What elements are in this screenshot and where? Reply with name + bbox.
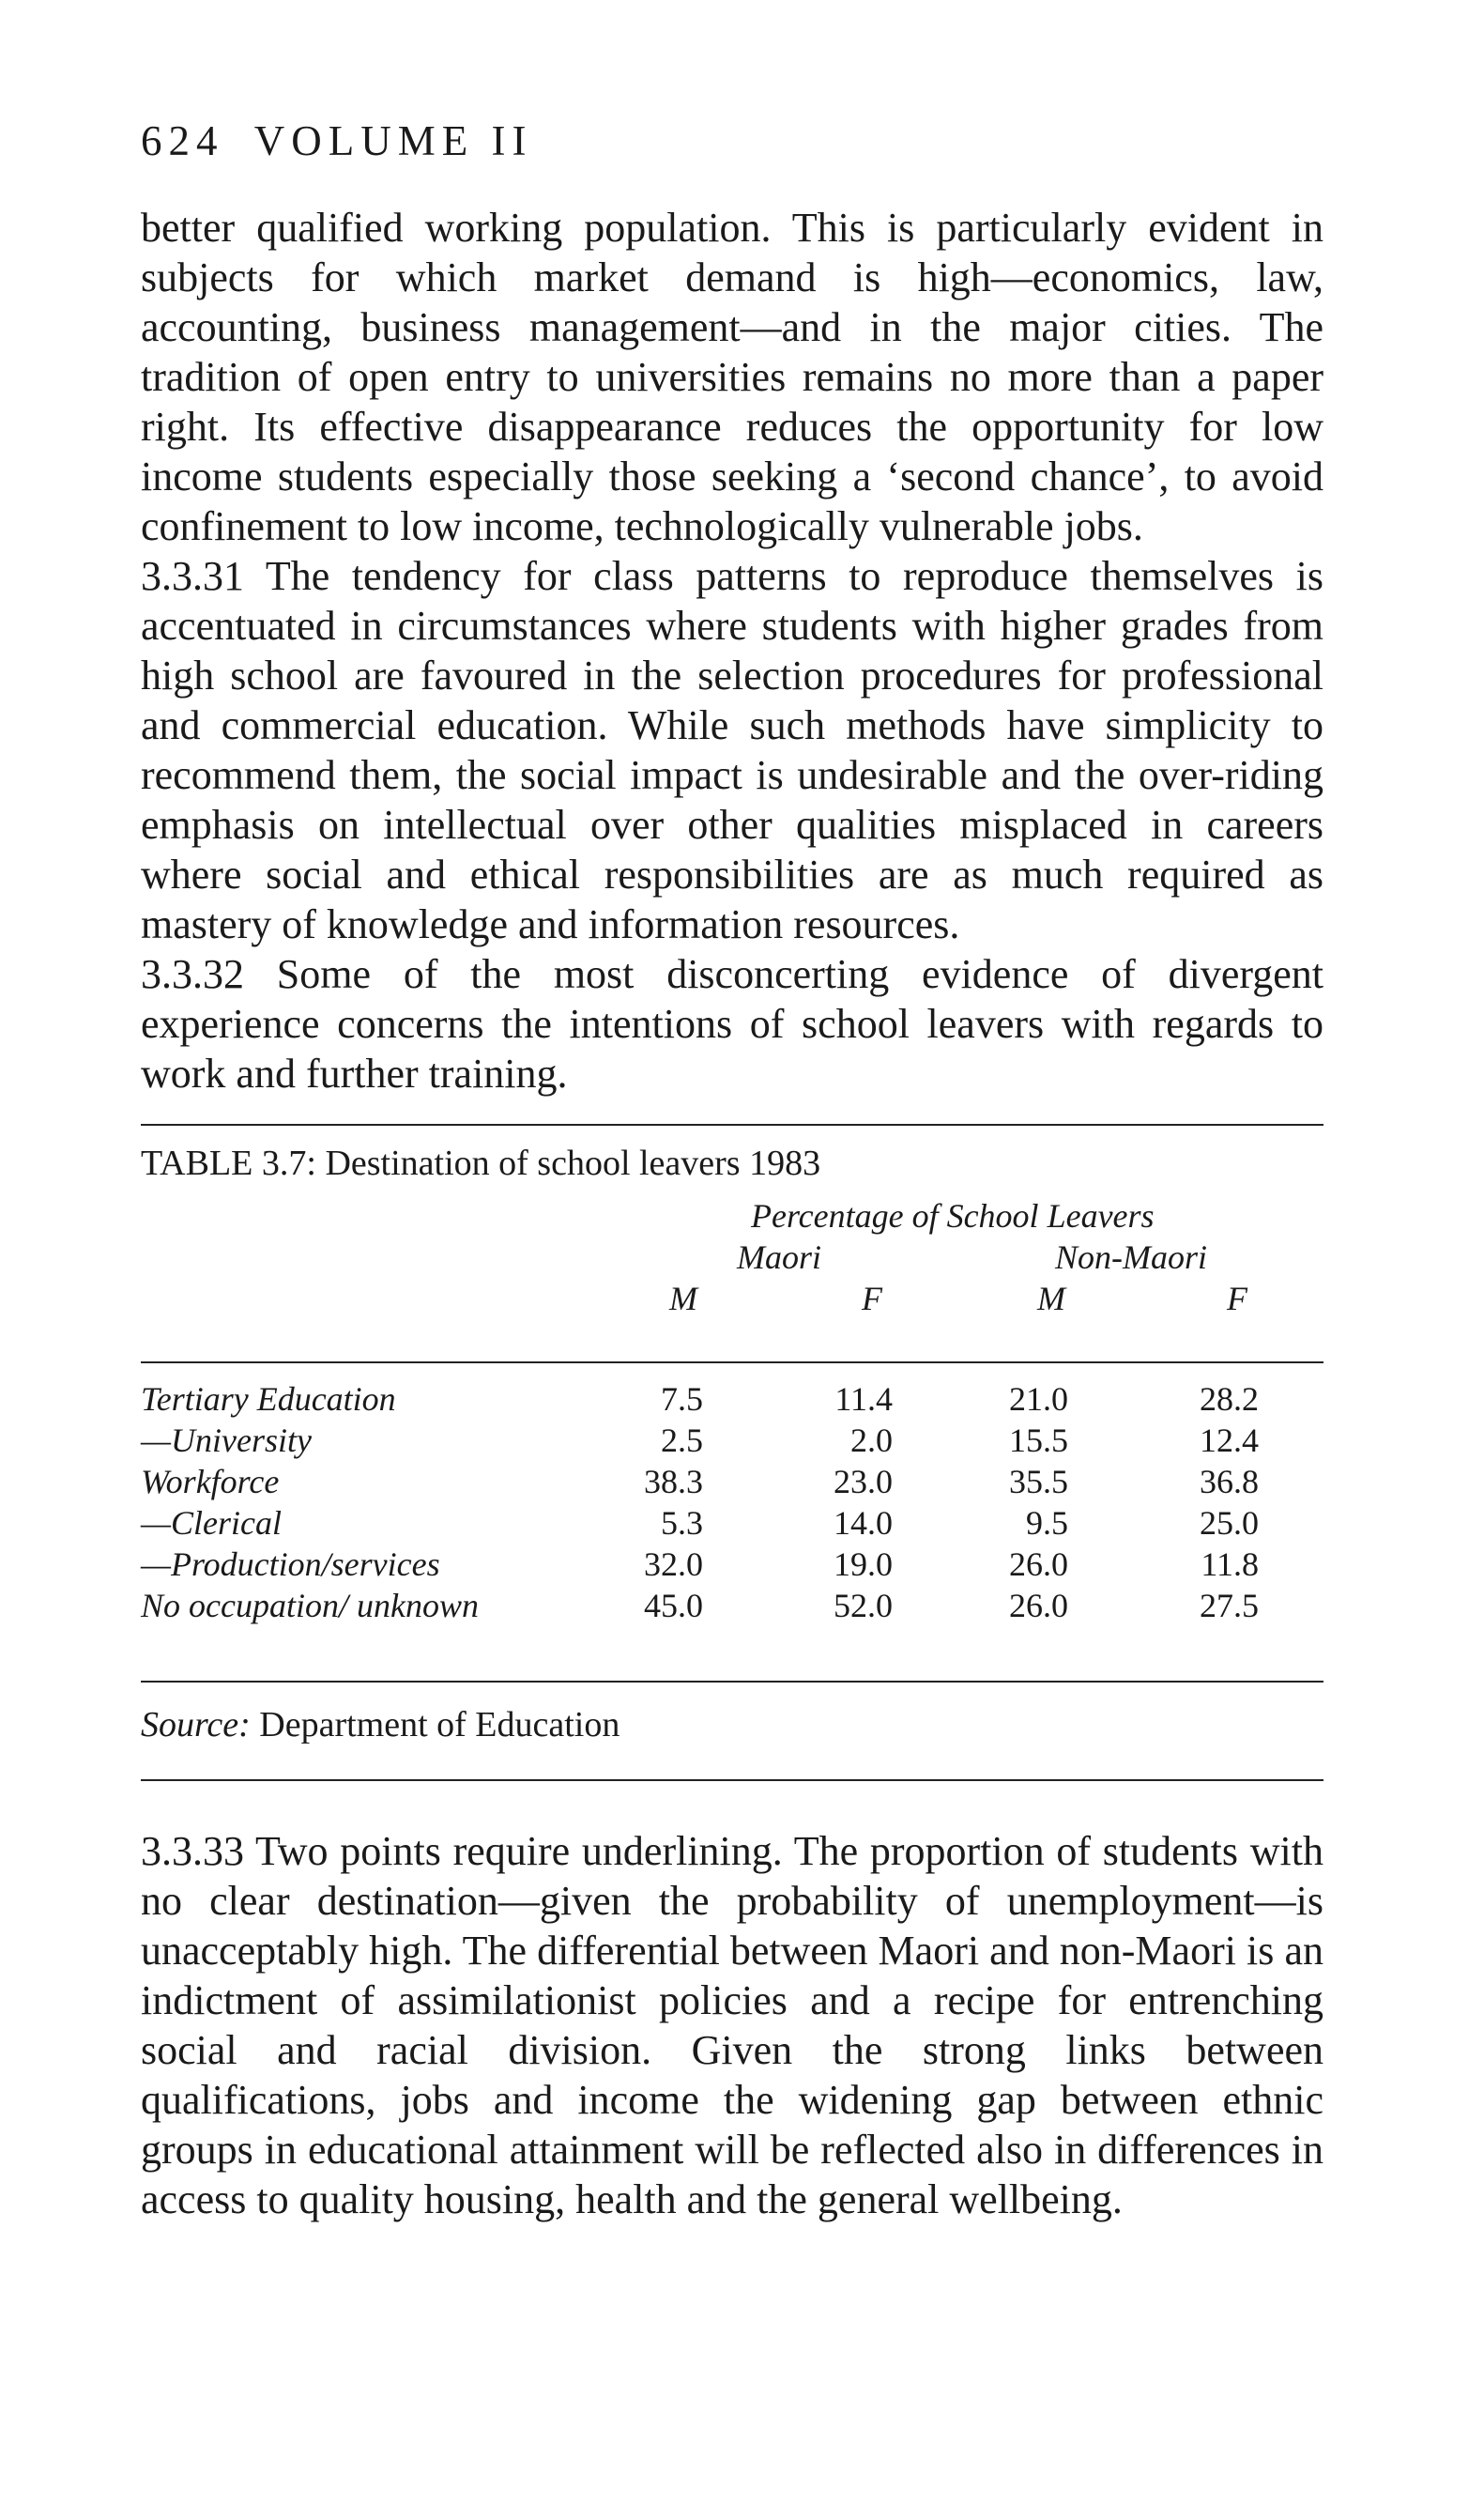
table-cell: 14.0 <box>834 1504 893 1542</box>
table-cell: 7.5 <box>661 1380 703 1418</box>
table-cell: 12.4 <box>1200 1422 1259 1459</box>
table-cell: 26.0 <box>1009 1587 1068 1624</box>
running-header <box>141 117 533 164</box>
table-cell: 15.5 <box>1009 1422 1068 1459</box>
row-label: —University <box>141 1422 312 1459</box>
table-cell: 27.5 <box>1200 1587 1259 1624</box>
body-text-bottom <box>141 1826 1323 2224</box>
source-bottom-rule <box>141 1779 1323 1781</box>
paragraph-continuation: better qualified working population. This is particularly evident in subjects for which market demand is high—economics, law, accounting, business management—and in the major cities. The tradition of open entry to universities remains no more than a paper right. Its effective disappearance reduces the opportunity for low income students especially those seeking a ‘second chance’, to avoid confinement to low income, technologically vulnerable jobs. <box>141 205 1323 549</box>
table-cell: 5.3 <box>661 1504 703 1542</box>
table-bottom-rule <box>141 1681 1323 1683</box>
table-source <box>141 1707 620 1743</box>
table-caption: TABLE 3.7: Destination of school leavers 1983 <box>141 1144 821 1183</box>
volume-label: VOLUME II <box>253 117 533 164</box>
table-cell: 52.0 <box>834 1587 893 1624</box>
table-cell: 45.0 <box>644 1587 703 1624</box>
column-header-f-non-maori: F <box>1227 1280 1247 1317</box>
column-header-f-maori: F <box>862 1280 882 1317</box>
table-cell: 11.4 <box>834 1380 893 1418</box>
table-header-rule <box>141 1361 1323 1363</box>
paragraph-3-3-32: 3.3.32 Some of the most disconcerting evidence of divergent experience concerns the intentions of school leavers with regards to work and further training. <box>141 951 1323 1097</box>
page-number: 624 <box>141 117 224 164</box>
table-cell: 38.3 <box>644 1463 703 1500</box>
source-label: Source: <box>141 1705 251 1744</box>
row-label: No occupation/ unknown <box>141 1587 479 1624</box>
table-cell: 23.0 <box>834 1463 893 1500</box>
body-text-top <box>141 203 1323 1099</box>
table-cell: 19.0 <box>834 1545 893 1583</box>
paragraph-3-3-31: 3.3.31 The tendency for class patterns to reproduce themselves is accentuated in circumstances where students with higher grades from high school are favoured in the selection procedures for professional and commercial education. While such methods have simplicity to recommend them, the social impact is undesirable and the over-riding emphasis on intellectual over other qualities misplaced in careers where social and ethical responsibilities are as much required as mastery of knowledge and information resources. <box>141 553 1323 947</box>
table-super-header: Percentage of School Leavers <box>751 1197 1155 1235</box>
group-header-maori: Maori <box>737 1238 821 1276</box>
table-cell: 32.0 <box>644 1545 703 1583</box>
column-header-m-maori: M <box>669 1280 697 1317</box>
table-cell: 36.8 <box>1200 1463 1259 1500</box>
table-cell: 9.5 <box>1026 1504 1068 1542</box>
column-header-m-non-maori: M <box>1037 1280 1065 1317</box>
row-label: —Clerical <box>141 1504 282 1542</box>
table-cell: 2.5 <box>661 1422 703 1459</box>
table-cell: 25.0 <box>1200 1504 1259 1542</box>
table-cell: 11.8 <box>1201 1545 1259 1583</box>
table-cell: 28.2 <box>1200 1380 1259 1418</box>
table-top-rule <box>141 1124 1323 1126</box>
group-header-non-maori: Non-Maori <box>1055 1238 1207 1276</box>
source-text: Department of Education <box>259 1705 620 1744</box>
row-label: —Production/services <box>141 1545 440 1583</box>
row-label: Tertiary Education <box>141 1380 396 1418</box>
table-cell: 35.5 <box>1009 1463 1068 1500</box>
table-cell: 26.0 <box>1009 1545 1068 1583</box>
paragraph-3-3-33: 3.3.33 Two points require underlining. The proportion of students with no clear destination—given the probability of unemployment—is unacceptably high. The differential between Maori and non-Maori is an indictment of assimilationist policies and a recipe for entrenching social and racial division. Given the strong links between qualifications, jobs and income the widening gap between ethnic groups in educational attainment will be reflected also in differences in access to quality housing, health and the general wellbeing. <box>141 1828 1323 2222</box>
row-label: Workforce <box>141 1463 280 1500</box>
table-cell: 2.0 <box>850 1422 893 1459</box>
table-cell: 21.0 <box>1009 1380 1068 1418</box>
